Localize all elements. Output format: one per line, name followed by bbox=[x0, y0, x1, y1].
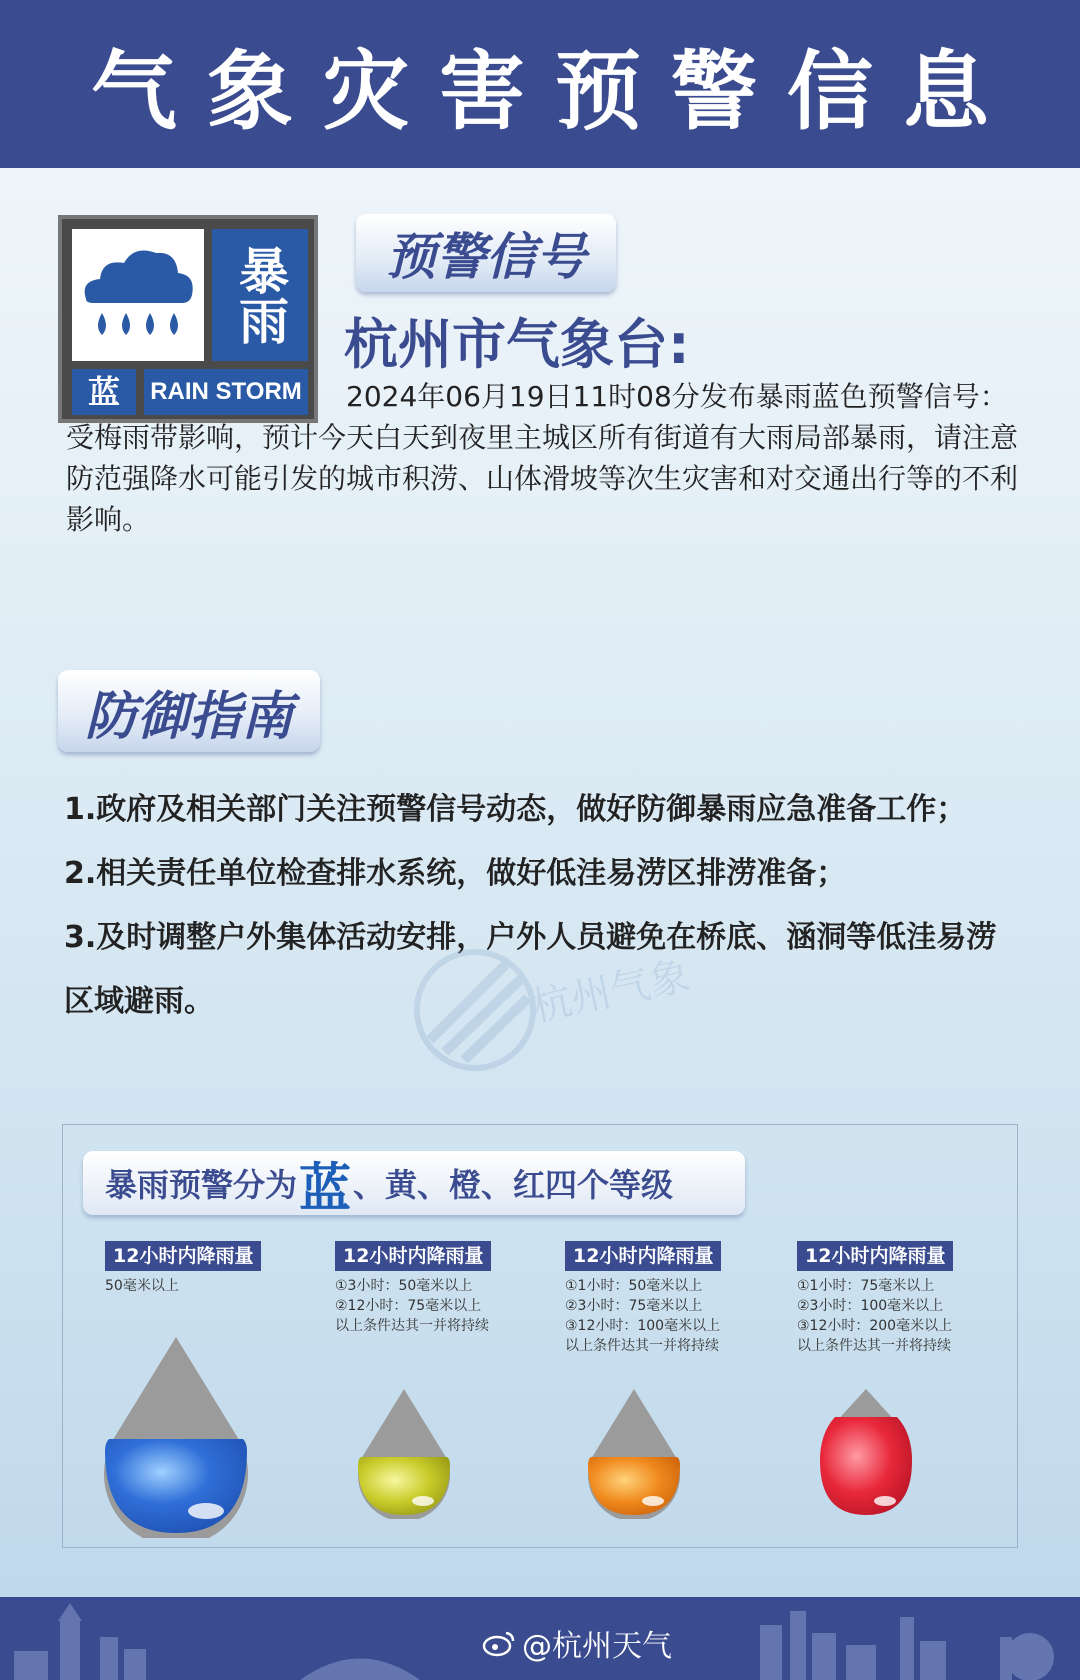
guide-item: 1.政府及相关部门关注预警信号动态，做好防御暴雨应急准备工作； bbox=[64, 792, 967, 827]
level-line: 以上条件达其一并将持续 bbox=[797, 1338, 951, 1354]
level-line: ①1小时：50毫米以上 bbox=[565, 1278, 703, 1294]
level-line: 50毫米以上 bbox=[105, 1278, 179, 1294]
warning-text: 2024年06月19日11时08分发布暴雨蓝色预警信号：受梅雨带影响，预计今天白天到夜里主城区所有街道有大雨局部暴雨，请注意防范强降水可能引发的城市积涝、山体滑坡等次生灾害和对交通出行等的不利影响。 bbox=[66, 380, 1019, 536]
warning-type-text: 暴雨 bbox=[231, 245, 289, 345]
yellow-drop-icon bbox=[355, 1387, 453, 1519]
level-column-yellow bbox=[335, 1241, 535, 1335]
header-banner bbox=[0, 0, 1080, 168]
level-line: ①3小时：50毫米以上 bbox=[335, 1278, 473, 1294]
level-head: 12小时内降雨量 bbox=[105, 1241, 261, 1271]
watermark-text: 杭州气象 bbox=[527, 952, 694, 1032]
levels-panel bbox=[62, 1124, 1018, 1548]
levels-title bbox=[83, 1151, 745, 1219]
guide-item: 2.相关责任单位检查排水系统，做好低洼易涝区排涝准备； bbox=[64, 856, 847, 891]
red-drop-icon bbox=[817, 1387, 915, 1519]
level-line: ②3小时：100毫米以上 bbox=[797, 1298, 944, 1314]
signal-badge: 预警信号 bbox=[356, 214, 616, 292]
warning-english-label: RAIN STORM bbox=[144, 369, 308, 415]
footer-brand-text: @杭州天气 bbox=[522, 1629, 672, 1664]
rain-cloud-icon bbox=[72, 229, 204, 361]
guide-item: 3.及时调整户外集体活动安排，户外人员避免在桥底、涵洞等低洼易涝区域避雨。 bbox=[64, 920, 997, 1019]
level-column-orange bbox=[565, 1241, 765, 1355]
level-line: ③12小时：200毫米以上 bbox=[797, 1318, 953, 1334]
level-column-red bbox=[797, 1241, 997, 1355]
orange-drop-icon bbox=[585, 1387, 683, 1519]
blue-drop-icon bbox=[101, 1333, 251, 1538]
warning-level-label: 蓝 bbox=[72, 369, 136, 415]
level-head: 12小时内降雨量 bbox=[797, 1241, 953, 1271]
level-head: 12小时内降雨量 bbox=[565, 1241, 721, 1271]
level-head: 12小时内降雨量 bbox=[335, 1241, 491, 1271]
weibo-icon bbox=[482, 1629, 516, 1657]
level-line: ①1小时：75毫米以上 bbox=[797, 1278, 935, 1294]
issuer-title: 杭州市气象台: bbox=[344, 313, 690, 376]
levels-title-post: 、黄、橙、红四个等级 bbox=[353, 1166, 674, 1204]
level-line: ②3小时：75毫米以上 bbox=[565, 1298, 703, 1314]
level-column-blue bbox=[105, 1241, 305, 1295]
page-title: 气象灾害预警信息 bbox=[91, 42, 1019, 142]
level-line: ③12小时：100毫米以上 bbox=[565, 1318, 721, 1334]
warning-type-label bbox=[212, 229, 308, 361]
footer-bar bbox=[0, 1597, 1080, 1680]
level-line: 以上条件达其一并将持续 bbox=[335, 1318, 489, 1334]
levels-title-pre: 暴雨预警分为 bbox=[105, 1166, 298, 1204]
defense-badge: 防御指南 bbox=[58, 670, 320, 752]
level-line: ②12小时：75毫米以上 bbox=[335, 1298, 482, 1314]
footer-brand bbox=[482, 1621, 672, 1665]
watermark-logo bbox=[410, 940, 740, 1100]
level-line: 以上条件达其一并将持续 bbox=[565, 1338, 719, 1354]
levels-title-blue: 蓝 bbox=[299, 1158, 352, 1219]
